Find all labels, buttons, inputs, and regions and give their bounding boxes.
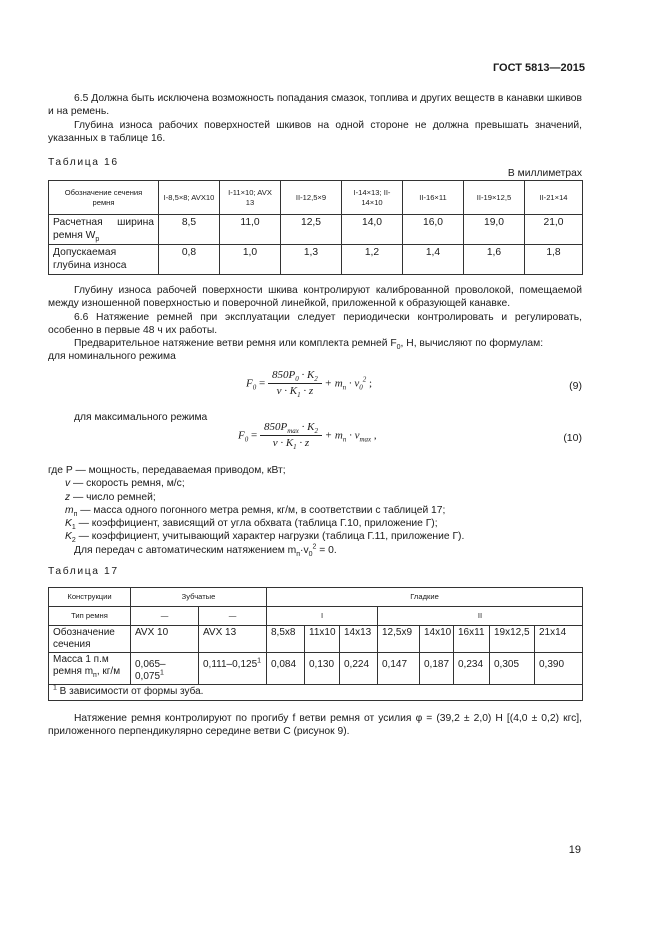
mass-label-sub: п [93,672,97,679]
f10-plus: + m [324,429,343,442]
f10-lhs-sub: 0 [244,435,249,444]
mass-label-b: ремня m [53,666,94,677]
auto-tension-text: Для передач с автоматическим натяжением m [74,544,297,556]
table16-col: II-12,5×9 [281,181,342,215]
table16-cell: 8,5 [159,215,220,245]
auto-tension-end: = 0. [316,544,337,556]
f10-lhs: F [238,429,245,442]
table17-mass: 0,147 [378,653,420,685]
table16-col: I-14×13; II-14×10 [342,181,403,215]
formula-9-number: (9) [569,380,582,392]
table16-col: II-21×14 [525,181,583,215]
para-6-5-text: 6.5 Должна быть исключена возможность попадания смазок, топлива и других веществ в канавки шкивов и на ремень. [48,93,582,118]
where-item [48,464,582,477]
where-sym: где P [48,465,73,476]
where-item [48,530,582,543]
where-sym: K [65,518,72,530]
auto-tension-mid: ·v [300,544,309,556]
table17-section: 16х11 [454,626,490,653]
table16-cell: 1,2 [342,245,403,275]
table16-cell: 16,0 [403,215,464,245]
table16-row-label: Допускаемая глубина износа [49,245,159,275]
para-control-text: Глубину износа рабочей поверхности шкива контролируют калиброванной проволокой, помещаемой между изношенной поверхностью и поверочной линейкой, приложенной к образующей канавке. [48,285,582,310]
table17-section: 8,5х8 [267,626,305,653]
table17-mass-label [49,653,131,685]
table17-mass: 0,187 [420,653,454,685]
where-text: — мощность, передаваемая приводом, кВт; [72,465,286,476]
table17-type-I: I [267,607,378,626]
where-text: — коэффициент, зависящий от угла обхвата (таблица Г.10, приложение Г); [75,518,438,530]
table17-mass: 0,130 [305,653,340,685]
table-17 [48,587,583,701]
paragraph-deflection [48,712,582,739]
f9-num: 850P [271,369,296,381]
table16-cell: 19,0 [464,215,525,245]
footnote-text: В зависимости от формы зуба. [56,686,204,697]
page-number: 19 [568,844,581,856]
pretension-tail: , Н, вычисляют по формулам: [400,338,544,350]
table17-section: 14х10 [420,626,454,653]
table16-col: I-11×10; AVX 13 [220,181,281,215]
where-sym: z [65,491,71,503]
table17-mass [199,653,267,685]
where-text: — коэффициент, учитывающий характер нагрузки (таблица Г.11, приложение Г). [75,531,465,543]
table17-section: 14х13 [340,626,378,653]
table16-header-label: Обозначение сечения ремня [49,181,159,215]
f10-plus-tail-sub: max [359,435,372,444]
table16-col: II-16×11 [403,181,464,215]
table17-type-dash: — [131,607,199,626]
where-item [48,517,582,530]
table17-footnote-row [49,685,583,701]
table17-section: AVX 10 [131,626,199,653]
f10-num-sub: max [287,427,299,436]
f9-eq: = [258,377,266,390]
where-item [48,477,582,490]
f10-fraction [260,421,322,451]
f10-den-tail: · z [296,437,310,450]
f10-plus-sub: п [342,435,347,444]
auto-tension-sub2: 0 [308,550,313,558]
table17-footnote [49,685,583,701]
f10-numerator [260,421,322,436]
table16-cell: 11,0 [220,215,281,245]
f9-lhs: F [246,377,253,390]
table17-section: AVX 13 [199,626,267,653]
where-sub: п [73,510,78,518]
table17-caption: Таблица 17 [48,566,119,577]
where-text: — число ремней; [70,491,156,503]
where-item [48,491,582,504]
table17-section: 12,5х9 [378,626,420,653]
table17-h-toothed: Зубчатые [131,588,267,607]
auto-tension-sup: 2 [312,543,317,551]
table16-col: II-19×12,5 [464,181,525,215]
para-6-6-text: 6.6 Натяжение ремней при эксплуатации следует периодически контролировать и регулировать, особенно в первые 48 ч их работы. [48,311,582,336]
table17-section: 19х12,5 [490,626,535,653]
table17-section: 11х10 [305,626,340,653]
f9-lhs-sub: 0 [252,383,257,392]
f9-plus-tail: · v [346,377,360,390]
table17-type-dash: — [199,607,267,626]
auto-tension [48,544,582,557]
table17-mass: 0,084 [267,653,305,685]
table17-h-type: Тип ремня [49,607,131,626]
f9-fraction [268,369,322,399]
table16-caption: Таблица 16 [48,157,119,168]
f9-num-tail: · K [298,369,315,381]
f9-den: v · K [276,385,298,398]
table17-type-row [49,607,583,626]
where-sym: v [65,478,71,490]
table16-cell: 1,3 [281,245,342,275]
para-deflection-text: Натяжение ремня контролируют по прогибу f ветви ремня от усилия φ = (39,2 ± 2,0) Н [(4,0 ± 0,2) кгс], приложенного перпендикулярно середине ветви C (рисунок 9). [48,713,582,738]
table16-cell: 1,0 [220,245,281,275]
f9-den-tail: · z [300,385,314,398]
table16-cell: 1,6 [464,245,525,275]
document-header: ГОСТ 5813—2015 [492,62,585,74]
where-text: — скорость ремня, м/с; [70,478,185,490]
table-16 [48,180,583,275]
mass-footnote-mark: 1 [160,669,164,677]
table16-cell: 0,8 [159,245,220,275]
table16-header-row [49,181,583,215]
footnote-mark: 1 [53,684,57,692]
table16-cell: 1,8 [525,245,583,275]
table17-mass: 0,390 [535,653,583,685]
table17-mass: 0,305 [490,653,535,685]
f9-num-sub: 0 [295,375,299,384]
where-sub: 2 [71,537,76,545]
table16-row [49,245,583,275]
f9-plus-sub: п [342,383,347,392]
table16-cell: 14,0 [342,215,403,245]
f10-den-sub: 1 [293,443,297,452]
row-label-text: Расчетная ширина ремня W [53,217,154,242]
f10-num-tail: · K [298,421,315,433]
para-max: для максимального режима [74,412,208,423]
f10-num: 850P [263,421,288,433]
f9-plus: + m [324,377,343,390]
table17-mass: 0,234 [454,653,490,685]
row-label-sub: р [95,236,100,244]
where-text: — масса одного погонного метра ремня, кг/м, в соответствии с таблицей 17; [77,504,446,516]
mass-label-a: Масса 1 п.м [53,654,109,665]
where-list [48,464,582,557]
where-item [48,504,582,517]
mass-footnote-mark: 1 [257,657,262,665]
table16-row [49,215,583,245]
mass-value: 0,065–0,075 [135,659,166,682]
auto-tension-sub: п [296,550,301,558]
mass-value: 0,111–0,125 [203,659,258,670]
f10-num-tail-sub: 2 [314,427,318,436]
f9-plus-tail-sub: 0 [359,383,363,392]
table17-section-label: Обозначение сечения [49,626,131,653]
pretension-sub: 0 [396,344,401,352]
table17-mass-row [49,653,583,685]
where-sub: 1 [71,524,76,532]
where-sym: K [65,531,72,543]
table16-cell: 21,0 [525,215,583,245]
f10-den: v · K [272,437,294,450]
f10-denominator [260,436,322,450]
table17-section-row [49,626,583,653]
f10-end: , [373,429,377,442]
table17-h-smooth: Гладкие [267,588,583,607]
table16-cell: 1,4 [403,245,464,275]
mass-label-c: , кг/м [96,666,121,677]
where-sym: m [65,504,74,516]
formula-10-number: (10) [563,432,582,444]
table17-type-II: II [378,607,583,626]
table17-section: 21х14 [535,626,583,653]
table17-mass [131,653,199,685]
para-nominal: для номинального режима [48,351,176,363]
f10-plus-tail: · v [346,429,360,442]
f9-numerator [268,369,322,384]
table16-row-label [49,215,159,245]
table17-mass: 0,224 [340,653,378,685]
f9-denominator [268,384,322,398]
pretension-text: Предварительное натяжение ветви ремня или комплекта ремней F [74,338,397,350]
f9-den-sub: 1 [297,391,301,400]
table17-header-row [49,588,583,607]
table16-unit: В миллиметрах [507,168,582,179]
table16-cell: 12,5 [281,215,342,245]
f9-plus-tail-sup: 2 [362,375,367,384]
f9-num-tail-sub: 2 [314,375,318,384]
f9-end: ; [369,377,373,390]
paragraph-6-5 [48,92,582,145]
formula-9 [246,369,372,399]
para-pretension [48,337,582,350]
table17-h-construction: Конструкции [49,588,131,607]
table16-col: I-8,5×8; AVX10 [159,181,220,215]
f10-eq: = [250,429,258,442]
formula-10 [238,421,377,451]
para-wear-depth: Глубина износа рабочих поверхностей шкивов на одной стороне не должна превышать значений, указанных в таблице 16. [48,119,582,144]
paragraph-control [48,284,582,364]
